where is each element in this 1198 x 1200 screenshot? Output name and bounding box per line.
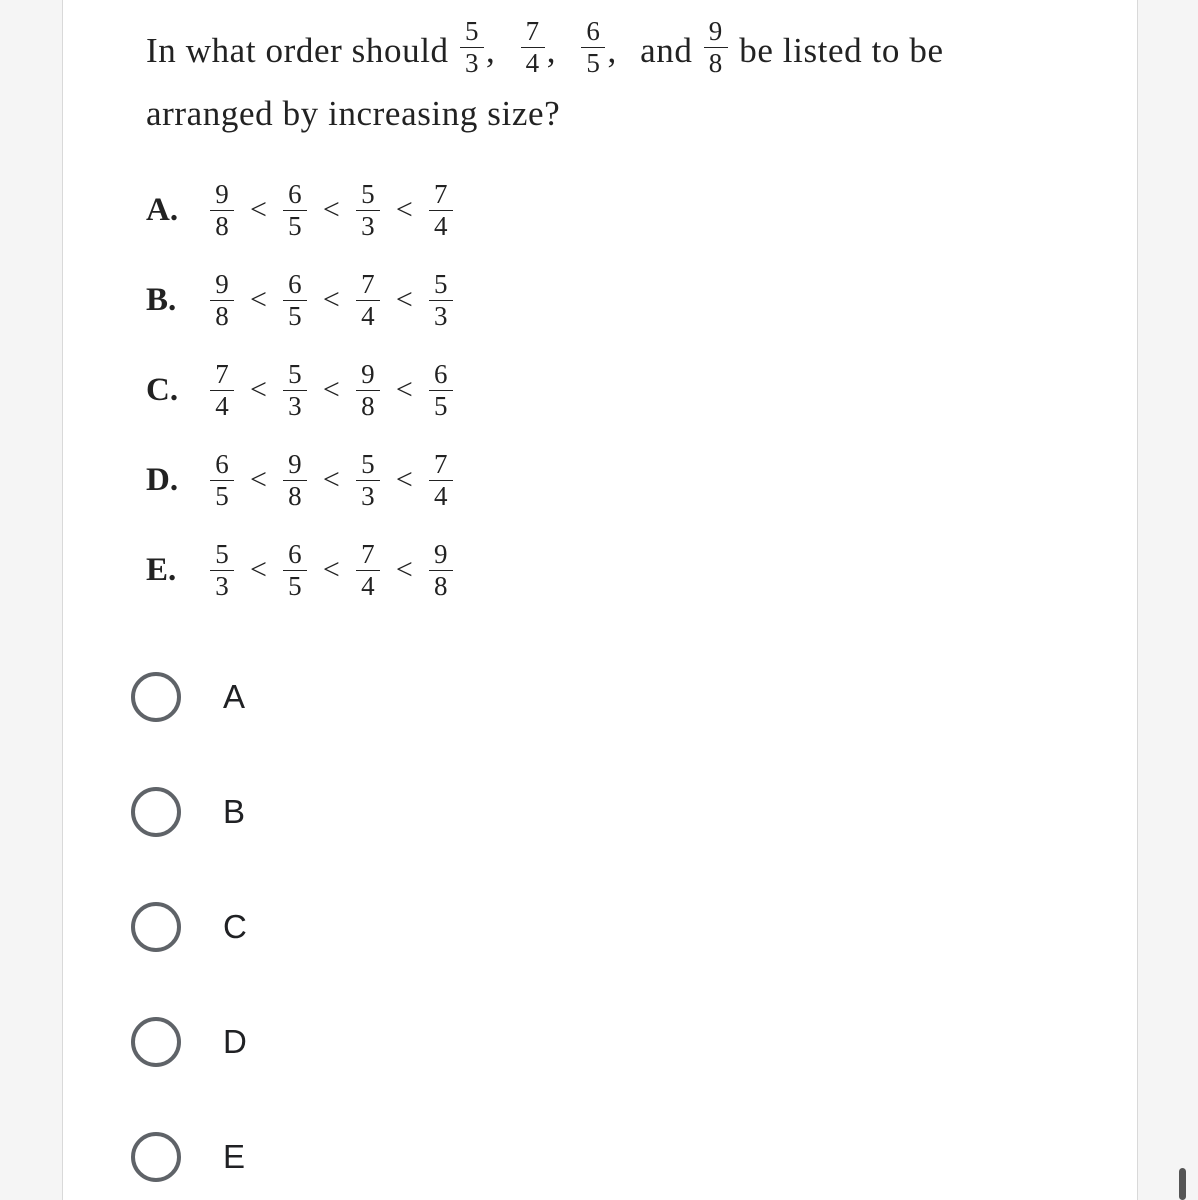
radio-option-e[interactable] [131,1127,245,1187]
option-fraction: $\frac{9}{8}$ [356,361,380,420]
less-than-sign: < [322,193,340,226]
less-than-sign: < [322,283,340,316]
answer-option-letter: B. [146,281,177,318]
answer-option-2 [146,270,455,330]
radio-option-c[interactable] [131,897,247,957]
answer-option-1 [146,180,455,240]
option-fraction: $\frac{5}{3}$ [283,361,307,420]
question-text [146,16,1076,145]
option-fraction: $\frac{6}{5}$ [283,271,307,330]
answer-option-3 [146,360,455,420]
option-fraction: $\frac{5}{3}$ [210,541,234,600]
option-fraction: $\frac{7}{4}$ [429,181,453,240]
less-than-sign: < [395,373,413,406]
radio-button-icon[interactable] [131,902,181,952]
question-suffix: be listed to be [739,31,944,70]
option-fraction: $\frac{9}{8}$ [210,181,234,240]
less-than-sign: < [395,553,413,586]
radio-option-label[interactable]: E [223,1138,246,1175]
less-than-sign: < [395,463,413,496]
answer-option-letter: D. [146,461,179,498]
answer-option-5 [146,540,455,600]
radio-option-a[interactable] [131,667,245,727]
less-than-sign: < [395,283,413,316]
question-line-2: arranged by increasing size? [146,94,561,134]
question-fraction-4: $\frac{9}{8}$ [704,18,728,77]
option-fraction: $\frac{9}{8}$ [283,451,307,510]
radio-button-icon[interactable] [131,787,181,837]
less-than-sign: < [250,463,267,496]
less-than-sign: < [322,553,340,586]
less-than-sign: < [322,373,340,406]
option-fraction: $\frac{6}{5}$ [283,541,307,600]
question-fraction-3: $\frac{6}{5}$ [581,18,605,77]
option-fraction: $\frac{5}{3}$ [356,451,380,510]
radio-option-label[interactable]: C [223,908,247,945]
option-fraction: $\frac{5}{3}$ [429,271,453,330]
option-fraction: $\frac{9}{8}$ [210,271,234,330]
option-fraction: $\frac{6}{5}$ [283,181,307,240]
radio-button-icon[interactable] [131,672,181,722]
option-fraction: $\frac{9}{8}$ [429,541,453,600]
radio-button-icon[interactable] [131,1017,181,1067]
answer-option-letter: C. [146,371,179,408]
scrollbar-thumb[interactable] [1179,1168,1186,1200]
less-than-sign: < [250,373,267,406]
less-than-sign: < [250,553,267,586]
question-prefix: In what order should [146,31,449,70]
radio-option-b[interactable] [131,782,245,842]
less-than-sign: < [250,193,267,226]
answer-option-4 [146,450,455,510]
less-than-sign: < [250,283,267,316]
less-than-sign: < [322,463,340,496]
option-fraction: $\frac{5}{3}$ [356,181,380,240]
answer-option-letter: A. [146,191,179,228]
radio-option-label[interactable]: A [223,678,246,715]
radio-button-icon[interactable] [131,1132,181,1182]
question-and: and [640,31,693,70]
question-fraction-2: $\frac{7}{4}$ [521,18,545,77]
radio-option-d[interactable] [131,1012,247,1072]
radio-option-label[interactable]: B [223,793,246,830]
question-line-1: In what order should $\frac{5}{3}$ , $\frac{7}{4}$ , $\frac{6}{5}$ , and $\frac{9}{8}$ be listed to be [146,16,944,79]
option-fraction: $\frac{6}{5}$ [429,361,453,420]
question-fraction-1: $\frac{5}{3}$ [460,18,484,77]
less-than-sign: < [395,193,413,226]
option-fraction: $\frac{7}{4}$ [429,451,453,510]
option-fraction: $\frac{7}{4}$ [210,361,234,420]
answer-option-letter: E. [146,551,177,588]
option-fraction: $\frac{6}{5}$ [210,451,234,510]
radio-option-label[interactable]: D [223,1023,247,1060]
option-fraction: $\frac{7}{4}$ [356,541,380,600]
option-fraction: $\frac{7}{4}$ [356,271,380,330]
